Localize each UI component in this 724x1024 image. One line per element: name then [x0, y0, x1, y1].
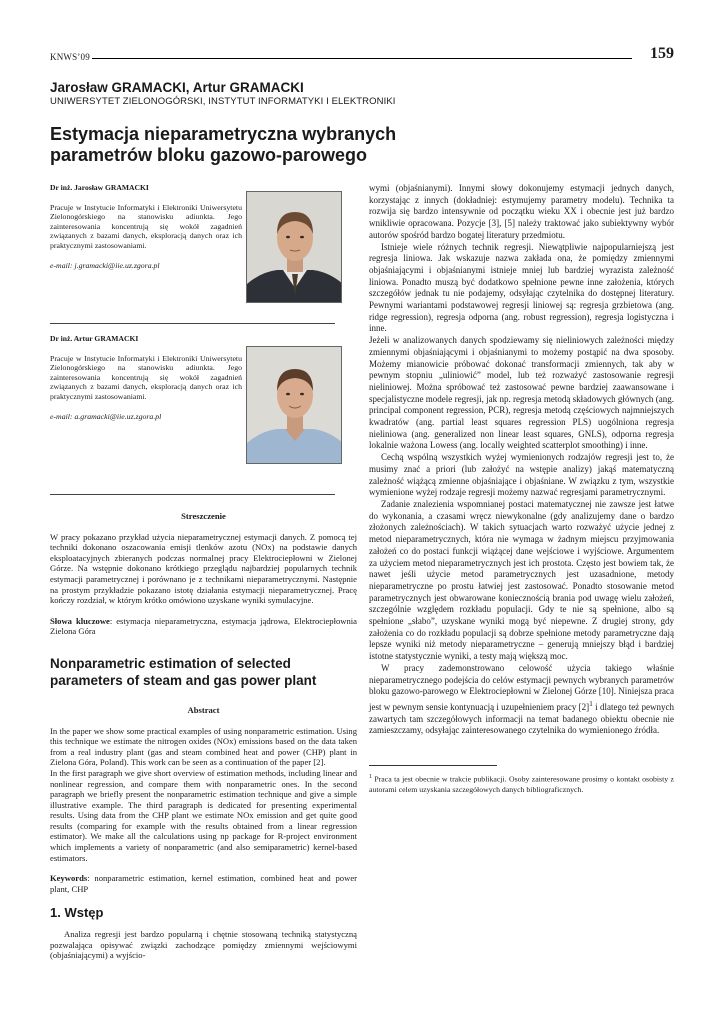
author-affiliation: UNIWERSYTET ZIELONOGÓRSKI, INSTYTUT INFORMATYKI I ELEKTRONIKI	[50, 96, 396, 107]
footnote-rule	[369, 765, 497, 766]
author-bio-1	[50, 183, 357, 321]
streszczenie-heading: Streszczenie	[181, 511, 226, 521]
abstract-text: In the paper we show some practical examples of using nonparametric estimation. Using this technique we estimate the nitrogen oxides (NOx) emissions based on the data taken from a real industry plant (gas and steam combined heat and power (CHP) plant in Zielona Góra, Poland). This work can be seen as a continuation of the paper [2].	[50, 725, 357, 768]
bio-email: e-mail: j.gramacki@iie.uz.zgora.pl	[50, 260, 160, 270]
english-title: Nonparametric estimation of selected parameters of steam and gas power plant	[50, 655, 317, 688]
body-paragraph: Istnieje wiele różnych technik regresji. Niewątpliwie najpopularniejszą jest regresja liniowa. Jak wskazuje nazwa zakłada ona, że pomiędzy zmiennymi objaśniającymi i objaśnianymi istnieje mniej lub bardziej wyrazista zależność liniowa. Ponadto muszą być dodatkowo spełnione pewne inne założenia, których szczegółów jednak tu nie podajemy, odsyłając czytelnika do dostępnej literatury. Pewnymi wariantami podstawowej regresji liniowej są: regresja grzbietowa (ang. ridge regression), regresja odporna (ang. robust regression), regresja logistyczna i inne.	[369, 241, 674, 334]
streszczenie-text: W pracy pokazano przykład użycia nieparametrycznej estymacji danych. Z pomocą tej techniki dokonano oszacowania emisji tlenków azotu (NOx) na podstawie danych eksploatacyjnych zbieranych podczas normalnej pracy Elektrociepłowni w Zielonej Górze. Na wstępnie dokonano krótkiego przeglądu najbardziej popularnych technik estymacji parametrycznej i porównano je z technikami nieparametrycznymi. Następnie na prostym przykładzie pokazano istotę działania estymacji nieparametrycznej. Pracę kończy rozdział, w którym krótko omówiono uzyskane wyniki symulacyjne.	[50, 531, 357, 606]
right-column	[369, 183, 674, 795]
paper-title: Estymacja nieparametryczna wybranych parametrów bloku gazowo-parowego	[50, 124, 397, 165]
author-names: Jarosław GRAMACKI, Artur GRAMACKI	[50, 80, 304, 95]
author-photo	[246, 346, 342, 464]
footnote-text: Praca ta jest obecnie w trakcie publikacji. Osoby zainteresowane prosimy o kontakt osobisty z autorami celem uzyskania szczegółowych danych bibliograficznych.	[369, 774, 674, 794]
conference-name: KNWS’09	[50, 52, 90, 62]
bio-name: Dr inż. Jarosław GRAMACKI	[50, 183, 149, 192]
abstract-text-2: In the first paragraph we give short overview of estimation methods, including linear and nonlinear regression, and compare them with nonparametric ones. In the second paragraph we briefly present the nonparametric estimation technique and give a simple illustrative example. The third paragraph is dedicated for presenting experimental results. Using data from the CHP plant we estimate NOx emission and get quite good results (comparing for example with the results obtained from a linear regression estimator). We make all the calculations using np package for R-project environment which implements a variety of nonparametric (and also semiparametric) kernel-based estimators.	[50, 767, 357, 863]
keywords-text: : estymacja nieparametryczna, estymacja jądrowa, Elektrociepłownia Zielona Góra	[50, 615, 357, 637]
body-paragraph: Zadanie znalezienia wspomnianej postaci matematycznej nie zawsze jest łatwe do wykonania, a czasami wręcz niewykonalne (gdy analizujemy dane o bardzo złożonych zależnościach). W takich sytuacjach warto rozważyć użycie jednej z metod nieparametrycznych, która nie wymaga w żadnym miejscu przyjmowania założeń co do postaci funkcji wiążącej dane wejściowe i wyjściowe. Argumentem za użyciem metod nieparametrycznych jest ich prostota. Często jest bowiem tak, że nawet jeśli użycie metod parametrycznych jest uzasadnione, metody nieparametryczne po prostu łatwiej jest zastosować. Ponadto stosowanie metod parametrycznych jest obwarowane koniecznością brania pod uwagę wielu założeń, szczególnie względem rozkładu populacji. Gdy te nie są spełnione, albo są spełnione „słabo”, uzyskane wyniki mogą być niepewne. Z drugiej strony, gdy założenia co do rozkładu populacji są dobrze spełnione metody parametryczne dają lepsze wyniki niż metody nieparametryczne – generują mniejszy błąd i bardziej istotne statystycznie wyniki, a testy mają większą moc.	[369, 498, 674, 662]
abstract-heading: Abstract	[187, 704, 220, 715]
author-photo	[246, 191, 342, 303]
author-bio-2	[50, 334, 357, 472]
footnote-ref: 1	[589, 698, 593, 708]
body-paragraph: wymi (objaśnianymi). Innymi słowy dokonujemy estymacji jednych danych, korzystając z innych (dokładniej: estymujemy parametry modelu). Technika ta rozwija się bardzo intensywnie od początku wieku XX i obecnie jest już bardzo wnikliwie opracowana. Pozycje [3], [5] należy traktować jako subiektywny wybór autorów spośród bardzo bogatej literatury przedmiotu.	[369, 183, 674, 240]
section-heading: 1. Wstęp	[50, 905, 104, 921]
bio-email: e-mail: a.gramacki@iie.uz.zgora.pl	[50, 411, 162, 421]
divider	[50, 494, 335, 495]
page-header	[50, 46, 674, 64]
body-text: W pracy zademonstrowano celowość użycia takiego właśnie nieparametrycznego podejścia do celów estymacji pewnych wybranych parametrów bloku gazowo-parowego w Elektrociepłowni w Zielonej Górze [10]. Niniejsza praca jest w pewnym sensie kontynuacją i uzupełnieniem pracy [2]	[369, 662, 674, 712]
keywords-label: Keywords	[50, 873, 88, 884]
footnote-mark: 1	[369, 774, 372, 781]
body-text: i dlatego też pewnych zawartych tam szczegółowych informacji na temat badanego obiektu obecnie nie zamieszczamy, odsyłając zainteresowanego czytelnika do wymienionego źródła.	[369, 701, 674, 736]
left-column	[50, 183, 357, 961]
keywords-label: Słowa kluczowe	[50, 615, 110, 626]
body-paragraph	[369, 663, 674, 737]
bio-name: Dr inż. Artur GRAMACKI	[50, 334, 139, 343]
divider	[50, 323, 335, 324]
body-paragraph: Cechą wspólną wszystkich wyżej wymienionych rodzajów regresji jest to, że musimy znać a priori (lub założyć na wstępie analizy) jakąś matematyczną zależność wiążącą zmienne objaśniające i objaśniane. W związku z tym, wszystkie wymienione wyżej rodzaje regresji możemy nazwać regresjami parametrycznymi.	[369, 452, 674, 498]
page-number: 159	[650, 45, 674, 62]
keywords-text: : nonparametric estimation, kernel estimation, combined heat and power plant, CHP	[50, 873, 357, 894]
english-keywords	[50, 873, 357, 894]
footnote	[369, 772, 674, 795]
bio-description: Pracuje w Instytucie Informatyki i Elektroniki Uniwersytetu Zielonogórskiego na stanowisku adiunkta. Jego zainteresowania koncentrują się wokół zagadnień związanych z bazami danych, eksploracją danych oraz ich praktycznymi zastosowaniami.	[50, 353, 242, 401]
intro-paragraph: Analiza regresji jest bardzo popularną i chętnie stosowaną techniką statystyczną pozwalająca opisywać związki zachodzące pomiędzy zmiennymi wejściowymi (objaśniającymi) a wyjścio-	[50, 929, 357, 961]
authors-block	[50, 80, 674, 107]
body-paragraph: Jeżeli w analizowanych danych spodziewamy się nieliniowych zależności między zmiennymi objaśniającymi i objaśnianymi to możemy postąpić na dwa sposoby. Możemy mianowicie próbować dokonać transformacji zmiennych, tak aby w pewnym stopniu „uliniowić” model, lub też rozważyć zastosowanie regresji nieliniowej. Można spróbować też zastosować pewne bardziej zaawansowane i specjalistyczne modele regresji, jak np. regresja metodą składowych głównych (ang. principal component regression, PCR), regresja metodą częściowych najmniejszych kwadratów (ang. partial least squares regression PLS) uogólniona regresja nieliniowa (ang. generalized non linear least squares, GNLS), odporna regresja lokalnie ważona Lowess (ang. locally weighted scatterplot smoothing) i inne.	[369, 335, 674, 451]
polish-keywords	[50, 616, 357, 637]
header-rule	[92, 58, 632, 59]
bio-description: Pracuje w Instytucie Informatyki i Elektroniki Uniwersytetu Zielonogórskiego na stanowisku adiunkta. Jego zainteresowania koncentrują się wokół zagadnień związanych z bazami danych, eksploracją danych oraz ich praktycznymi zastosowaniami.	[50, 202, 242, 250]
